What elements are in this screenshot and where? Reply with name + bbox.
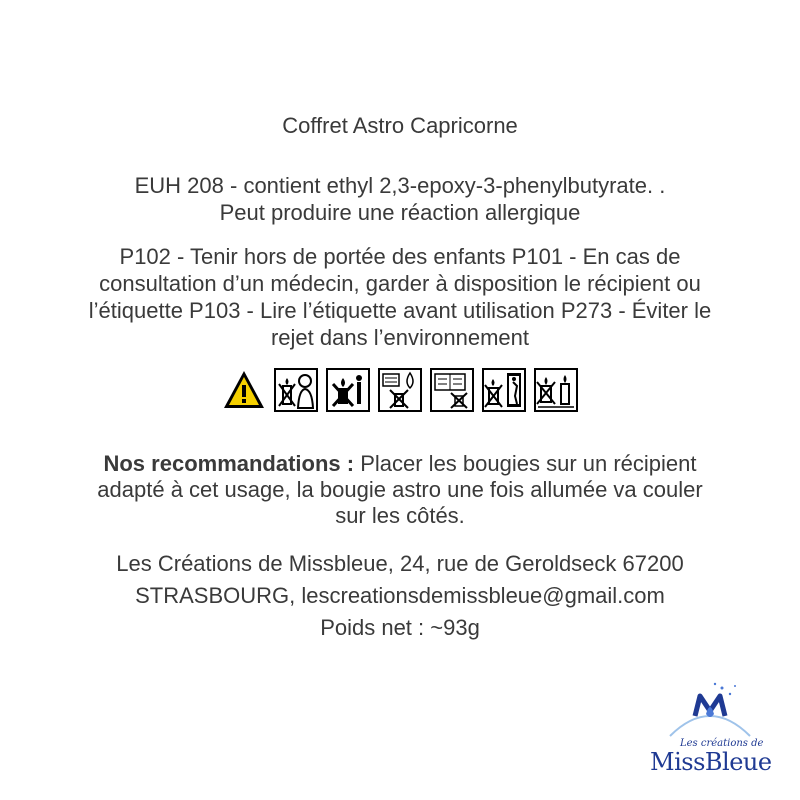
contact-info	[0, 548, 800, 644]
brand-logo	[640, 676, 780, 786]
no-unattended-candle-icon	[326, 368, 370, 412]
logo-tagline: Les créations de	[680, 738, 764, 749]
euh-statement	[0, 172, 800, 226]
product-title: Coffret Astro Capricorne	[282, 113, 518, 138]
euh-line: EUH 208 - contient ethyl 2,3-epoxy-3-phenylbutyrate. .	[134, 173, 666, 198]
logo-name: MissBleue	[650, 748, 772, 776]
address-line: Les Créations de Missbleue, 24, rue de Geroldseck 67200	[116, 551, 684, 576]
no-children-candle-icon	[274, 368, 318, 412]
euh-line: Peut produire une réaction allergique	[219, 200, 581, 225]
precautionary-statements	[0, 243, 800, 351]
net-weight: Poids net : ~93g	[320, 615, 480, 640]
recommendations-text: Placer les bougies sur un récipient	[354, 451, 697, 476]
warning-triangle-icon	[222, 368, 266, 412]
no-flammable-nearby-icon	[378, 368, 422, 412]
recommendations-label: Nos recommandations :	[103, 451, 355, 476]
recommendations-line	[30, 451, 770, 477]
no-draft-icon	[430, 368, 474, 412]
recommendations-line: sur les côtés.	[335, 503, 465, 528]
precaution-line: consultation d’un médecin, garder à disposition le récipient ou	[99, 271, 701, 296]
candle-distance-icon	[534, 368, 578, 412]
recommendations-line: adapté à cet usage, la bougie astro une fois allumée va couler	[97, 477, 703, 502]
address-email-line: STRASBOURG, lescreationsdemissbleue@gmail.com	[135, 583, 665, 608]
no-leaving-room-icon	[482, 368, 526, 412]
precaution-line: l’étiquette P103 - Lire l’étiquette avant utilisation P273 - Éviter le	[88, 298, 712, 323]
precaution-line: P102 - Tenir hors de portée des enfants P101 - En cas de	[119, 244, 681, 269]
safety-pictograms	[0, 368, 800, 412]
precaution-line: rejet dans l’environnement	[270, 325, 530, 350]
recommendations	[0, 451, 800, 529]
